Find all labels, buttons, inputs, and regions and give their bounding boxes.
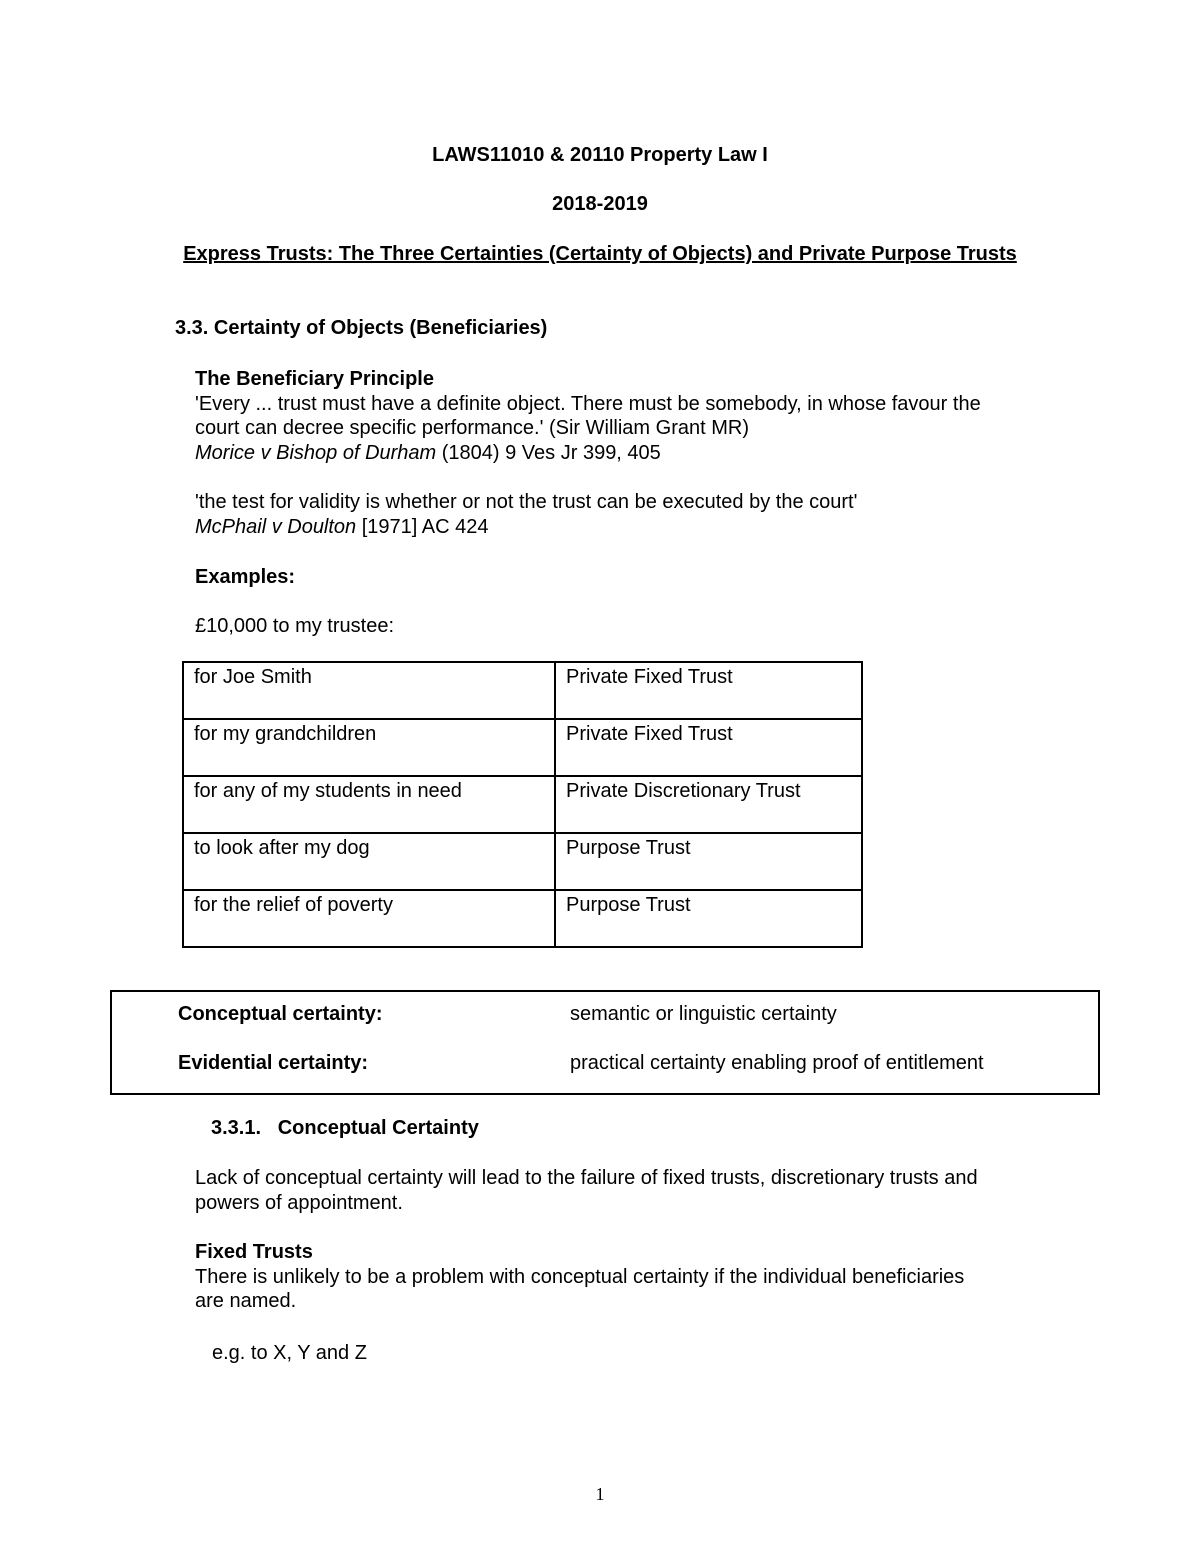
section-heading-3-3: 3.3. Certainty of Objects (Beneficiaries) xyxy=(175,317,548,339)
course-title: LAWS11010 & 20110 Property Law I xyxy=(432,144,768,166)
section-heading-3-3-1: 3.3.1. Conceptual Certainty xyxy=(211,1117,479,1139)
table-row xyxy=(183,662,862,719)
certainty-definitions-box xyxy=(110,990,1100,1095)
conceptual-certainty-label: Conceptual certainty: xyxy=(178,1003,383,1025)
paragraph-line: There is unlikely to be a problem with conceptual certainty if the individual beneficiaries xyxy=(195,1265,965,1288)
gift-cell: for the relief of poverty xyxy=(183,890,555,947)
evidential-certainty-label: Evidential certainty: xyxy=(178,1052,369,1074)
trust-type-cell: Private Fixed Trust xyxy=(555,719,862,776)
paragraph-line: are named. xyxy=(195,1290,297,1312)
principle-heading: The Beneficiary Principle xyxy=(195,368,434,390)
table-row xyxy=(183,719,862,776)
trust-type-cell: Private Fixed Trust xyxy=(555,662,862,719)
case-reference: (1804) 9 Ves Jr 399, 405 xyxy=(436,441,661,464)
gift-cell: for Joe Smith xyxy=(183,662,555,719)
examples-table xyxy=(182,661,863,948)
evidential-certainty-definition: practical certainty enabling proof of entitlement xyxy=(570,1052,984,1074)
gift-cell: for my grandchildren xyxy=(183,719,555,776)
paragraph-line: Lack of conceptual certainty will lead to the failure of fixed trusts, discretionary trusts and xyxy=(195,1167,978,1189)
case-reference: [1971] AC 424 xyxy=(356,515,489,538)
table-row xyxy=(183,776,862,833)
page-number: 1 xyxy=(595,1484,605,1504)
case-citation xyxy=(195,441,1075,466)
fixed-trusts-block xyxy=(195,1240,1075,1314)
case-citation xyxy=(195,515,1075,540)
academic-year: 2018-2019 xyxy=(552,193,648,215)
table-row xyxy=(183,890,862,947)
case-name: Morice v Bishop of Durham xyxy=(195,441,437,464)
fixed-trusts-heading: Fixed Trusts xyxy=(195,1241,313,1263)
paragraph-line: powers of appointment. xyxy=(195,1191,403,1214)
trust-type-cell: Purpose Trust xyxy=(555,890,862,947)
table-row xyxy=(183,833,862,890)
validity-test-block xyxy=(195,490,1075,539)
conceptual-certainty-definition: semantic or linguistic certainty xyxy=(570,1003,837,1025)
case-name: McPhail v Doulton xyxy=(195,515,357,538)
trust-type-cell: Private Discretionary Trust xyxy=(555,776,862,833)
conceptual-certainty-paragraph xyxy=(195,1166,1075,1215)
gift-cell: to look after my dog xyxy=(183,833,555,890)
examples-intro: £10,000 to my trustee: xyxy=(195,615,395,637)
quote-line: court can decree specific performance.' (Sir William Grant MR) xyxy=(195,417,749,439)
examples-heading: Examples: xyxy=(195,566,296,588)
quote-line: 'the test for validity is whether or not the trust can be executed by the court' xyxy=(195,491,858,513)
quote-line: 'Every ... trust must have a definite object. There must be somebody, in whose favour the xyxy=(195,392,981,415)
fixed-trust-example: e.g. to X, Y and Z xyxy=(212,1342,367,1364)
trust-type-cell: Purpose Trust xyxy=(555,833,862,890)
beneficiary-principle-block xyxy=(195,367,1075,465)
gift-cell: for any of my students in need xyxy=(183,776,555,833)
topic-title: Express Trusts: The Three Certainties (Certainty of Objects) and Private Purpose Trusts xyxy=(183,243,1017,265)
